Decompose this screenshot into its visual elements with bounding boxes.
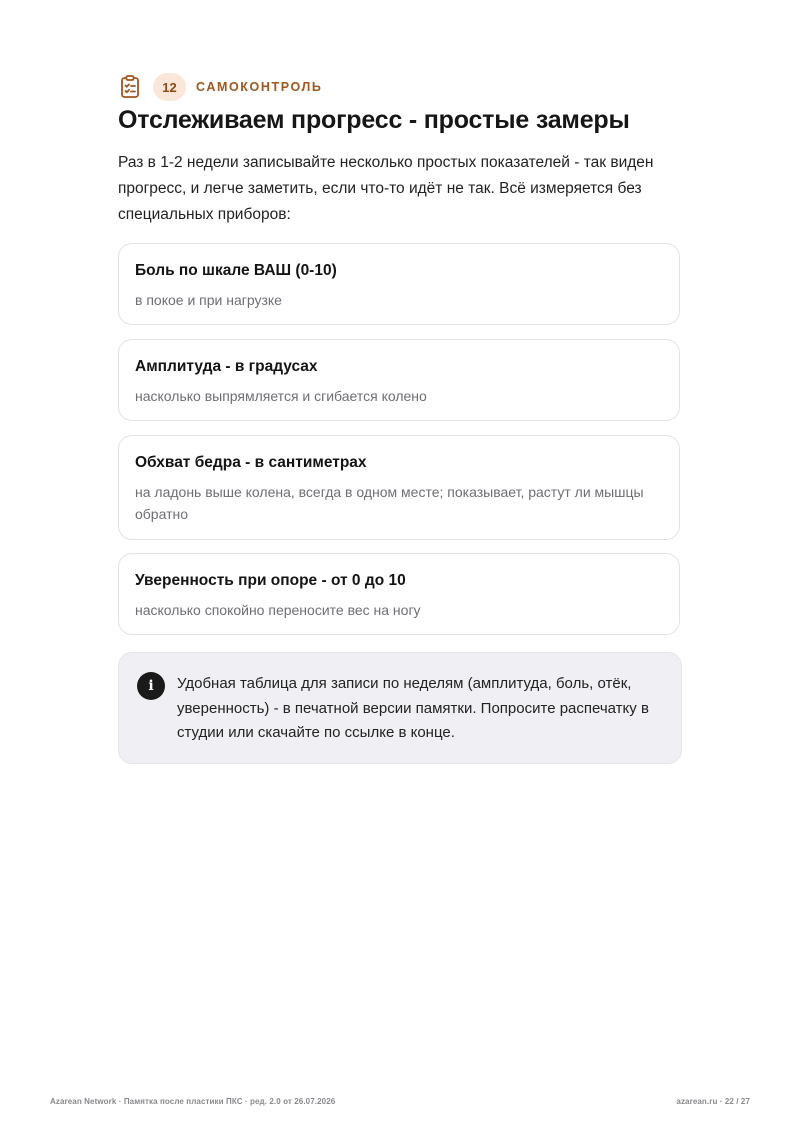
clipboard-checklist-icon [118, 74, 142, 100]
metric-card-confidence [118, 553, 680, 635]
metric-title: Уверенность при опоре - от 0 до 10 [135, 572, 406, 589]
section-header [118, 72, 322, 102]
metric-card-pain [118, 243, 680, 325]
info-note-text: Удобная таблица для записи по неделям (амплитуда, боль, отёк, уверенность) - в печатной версии памятки. Попросите распечатку в студии или скачайте по ссылке в конце. [177, 675, 649, 741]
metric-title: Боль по шкале ВАШ (0-10) [135, 262, 337, 279]
metric-description: насколько спокойно переносите вес на ногу [135, 602, 421, 618]
metric-description: на ладонь выше колена, всегда в одном месте; показывает, растут ли мышцы обратно [135, 484, 644, 522]
page-title: Отслеживаем прогресс - простые замеры [118, 106, 630, 134]
metric-title: Обхват бедра - в сантиметрах [135, 454, 367, 471]
info-note [118, 652, 682, 764]
footer-document-info: Azarean Network · Памятка после пластики ПКС · ред. 2.0 от 26.07.2026 [50, 1097, 336, 1106]
metric-description: насколько выпрямляется и сгибается колено [135, 388, 427, 404]
footer-page-info: azarean.ru · 22 / 27 [676, 1097, 750, 1106]
metric-description: в покое и при нагрузке [135, 292, 282, 308]
metric-card-thigh-circumference [118, 435, 680, 540]
info-icon: i [137, 672, 165, 700]
section-label: САМОКОНТРОЛЬ [196, 80, 323, 94]
section-number-badge: 12 [153, 73, 186, 101]
metric-title: Амплитуда - в градусах [135, 358, 318, 375]
metric-card-range-of-motion [118, 339, 680, 421]
intro-paragraph: Раз в 1-2 недели записывайте несколько простых показателей - так виден прогресс, и легче заметить, если что-то идёт не так. Всё измеряется без специальных приборов: [118, 154, 654, 223]
